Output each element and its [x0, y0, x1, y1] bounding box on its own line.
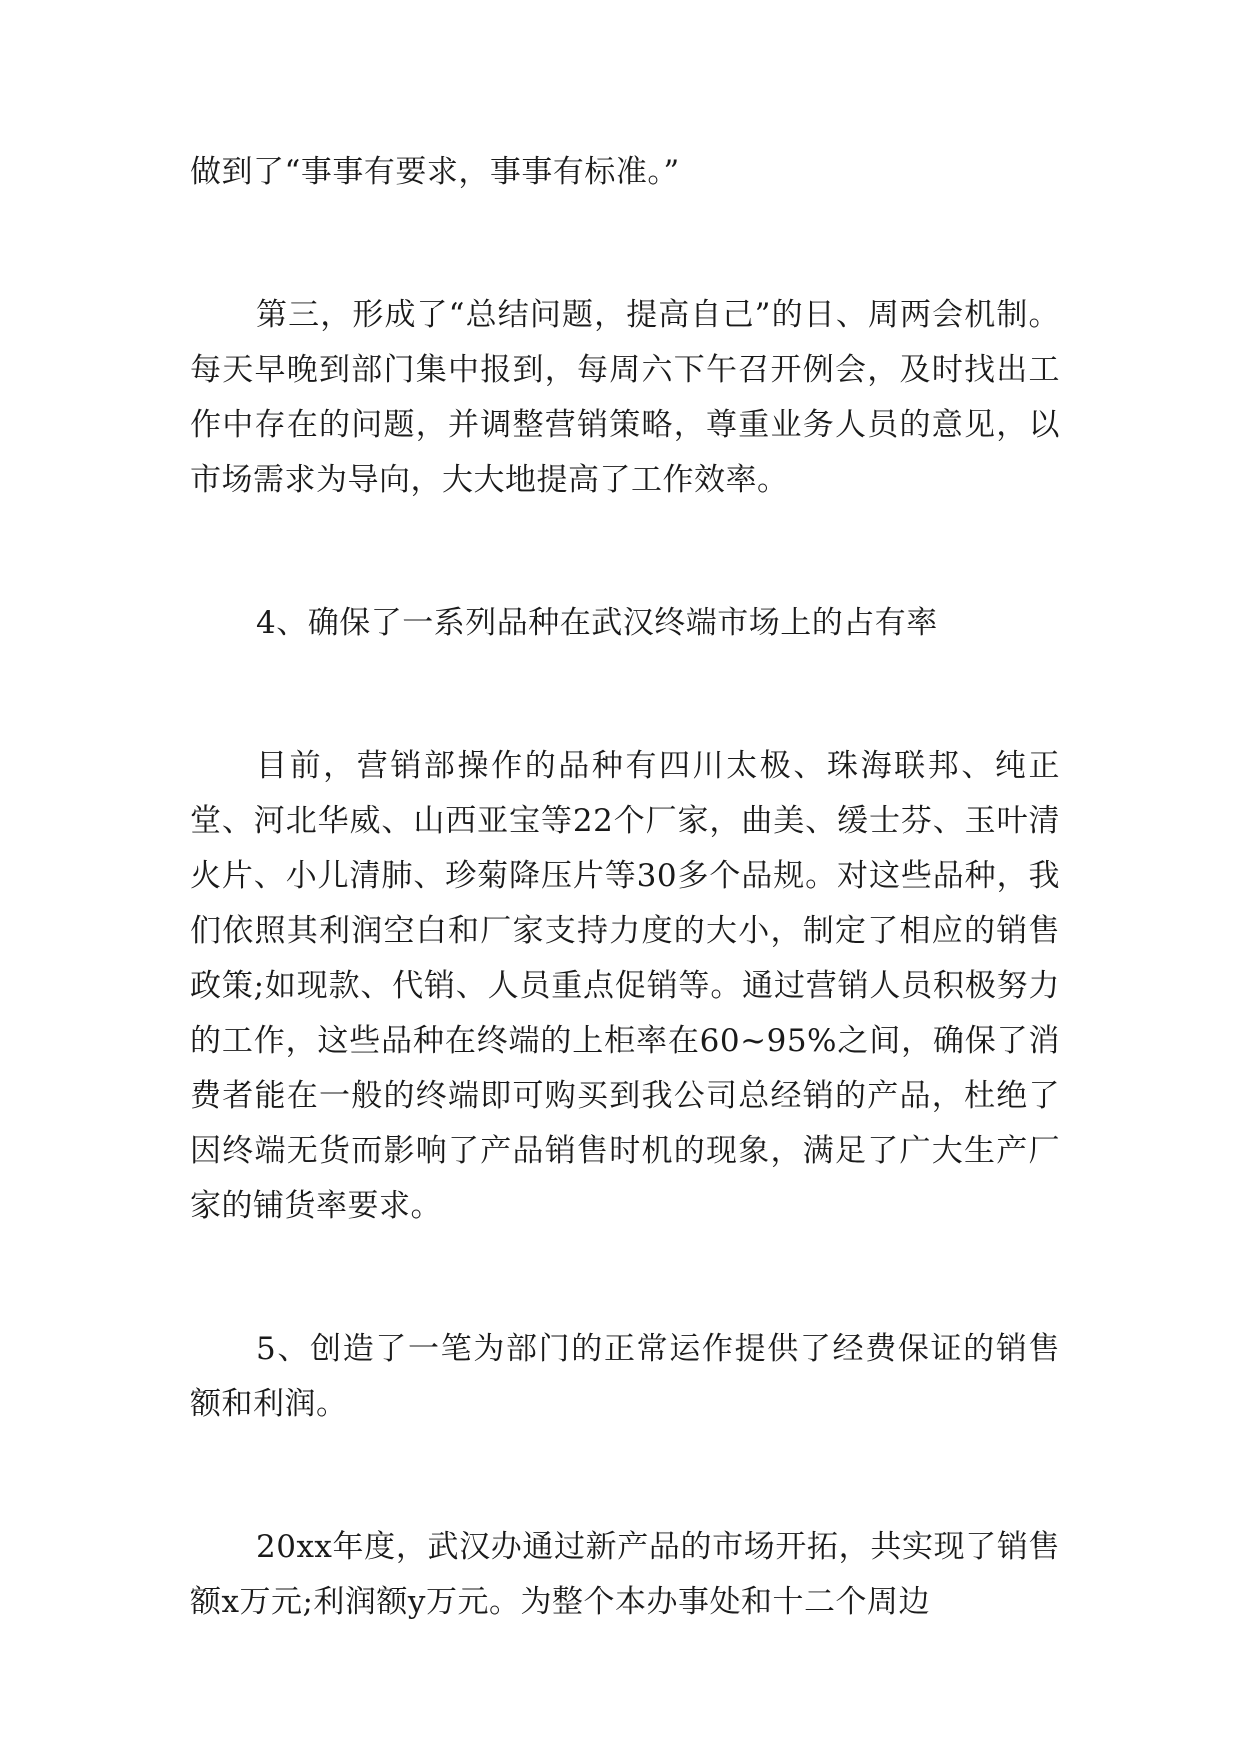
section-heading-sales-profit: 5、创造了一笔为部门的正常运作提供了经费保证的销售额和利润。	[190, 1331, 1060, 1422]
paragraph-annual-sales: 20xx年度，武汉办通过新产品的市场开拓，共实现了销售额x万元;利润额y万元。为整个本办事处和十二个周边	[190, 1529, 1060, 1620]
paragraph-continuation: 做到了“事事有要求，事事有标准。”	[190, 154, 680, 190]
paragraph-meeting-mechanism: 第三，形成了“总结问题，提高自己”的日、周两会机制。每天早晚到部门集中报到，每周六下午召开例会，及时找出工作中存在的问题，并调整营销策略，尊重业务人员的意见，以市场需求为导向，大大地提高了工作效率。	[190, 297, 1060, 498]
paragraph-product-varieties: 目前，营销部操作的品种有四川太极、珠海联邦、纯正堂、河北华威、山西亚宝等22个厂家，曲美、缓士芬、玉叶清火片、小儿清肺、珍菊降压片等30多个品规。对这些品种，我们依照其利润空白和厂家支持力度的大小，制定了相应的销售政策;如现款、代销、人员重点促销等。通过营销人员积极努力的工作，这些品种在终端的上柜率在60~95%之间，确保了消费者能在一般的终端即可购买到我公司总经销的产品，杜绝了因终端无货而影响了产品销售时机的现象，满足了广大生产厂家的铺货率要求。	[190, 748, 1060, 1224]
document-body	[190, 145, 1060, 1630]
section-heading-market-share: 4、确保了一系列品种在武汉终端市场上的占有率	[256, 605, 938, 641]
